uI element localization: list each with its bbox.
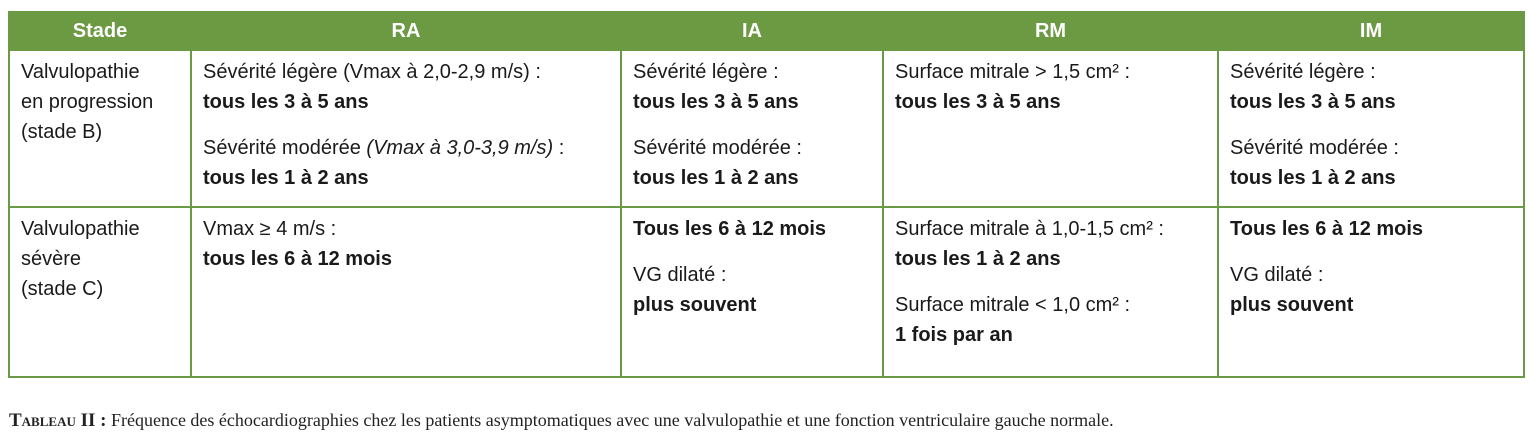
stage-line: sévère xyxy=(21,248,82,270)
ia-moderate-frequency: tous les 1 à 2 ans xyxy=(633,167,799,189)
rm-surface-low-frequency: 1 fois par an xyxy=(895,324,1013,346)
im-dilated-lv-frequency: plus souvent xyxy=(1230,294,1354,316)
ra-moderate-label: Sévérité modérée (Vmax à 3,0-3,9 m/s) : xyxy=(203,137,565,159)
ia-cell xyxy=(621,207,883,377)
im-dilated-lv-label: VG dilaté : xyxy=(1230,264,1324,286)
im-cell xyxy=(1218,207,1524,377)
stage-line: Valvulopathie xyxy=(21,61,140,83)
header-im: IM xyxy=(1218,12,1524,50)
ra-mild-frequency: tous les 3 à 5 ans xyxy=(203,91,369,113)
ia-moderate-label: Sévérité modérée : xyxy=(633,137,802,159)
im-moderate-label: Sévérité modérée : xyxy=(1230,137,1399,159)
im-mild-label: Sévérité légère : xyxy=(1230,61,1376,83)
stage-line: en progression xyxy=(21,91,154,113)
rm-cell xyxy=(883,50,1218,207)
ra-moderate-frequency: tous les 1 à 2 ans xyxy=(203,167,369,189)
im-cell xyxy=(1218,50,1524,207)
im-moderate-frequency: tous les 1 à 2 ans xyxy=(1230,167,1396,189)
table-caption xyxy=(9,410,1114,432)
rm-surface-frequency: tous les 3 à 5 ans xyxy=(895,91,1061,113)
caption-text: Fréquence des échocardiographies chez les patients asymptomatiques avec une valvulopathie et une fonction ventriculaire gauche normale. xyxy=(106,410,1114,430)
stage-line: (stade B) xyxy=(21,121,103,143)
header-ra: RA xyxy=(191,12,621,50)
header-ia: IA xyxy=(621,12,883,50)
stage-line: (stade C) xyxy=(21,278,104,300)
ia-mild-frequency: tous les 3 à 5 ans xyxy=(633,91,799,113)
rm-surface-mid-frequency: tous les 1 à 2 ans xyxy=(895,248,1061,270)
stage-cell xyxy=(9,207,191,377)
table-header-row xyxy=(9,12,1524,50)
ia-dilated-lv-frequency: plus souvent xyxy=(633,294,757,316)
ra-vmax-label: Vmax ≥ 4 m/s : xyxy=(203,218,337,240)
rm-surface-low-label: Surface mitrale < 1,0 cm² : xyxy=(895,294,1131,316)
header-stade: Stade xyxy=(9,12,191,50)
ra-vmax-frequency: tous les 6 à 12 mois xyxy=(203,248,392,270)
rm-cell xyxy=(883,207,1218,377)
caption-label: Tableau II : xyxy=(9,410,107,431)
echocardiography-frequency-table xyxy=(8,11,1525,378)
ia-dilated-lv-label: VG dilaté : xyxy=(633,264,727,286)
stage-line: Valvulopathie xyxy=(21,218,140,240)
rm-surface-mid-label: Surface mitrale à 1,0-1,5 cm² : xyxy=(895,218,1164,240)
table-row xyxy=(9,50,1524,207)
ra-mild-label: Sévérité légère (Vmax à 2,0-2,9 m/s) : xyxy=(203,61,541,83)
table-row xyxy=(9,207,1524,377)
stage-cell xyxy=(9,50,191,207)
rm-surface-label: Surface mitrale > 1,5 cm² : xyxy=(895,61,1131,83)
header-rm: RM xyxy=(883,12,1218,50)
ia-mild-label: Sévérité légère : xyxy=(633,61,779,83)
im-severe-frequency: Tous les 6 à 12 mois xyxy=(1230,218,1424,240)
ra-cell xyxy=(191,50,621,207)
im-mild-frequency: tous les 3 à 5 ans xyxy=(1230,91,1396,113)
ia-cell xyxy=(621,50,883,207)
ia-severe-frequency: Tous les 6 à 12 mois xyxy=(633,218,827,240)
ra-cell xyxy=(191,207,621,377)
